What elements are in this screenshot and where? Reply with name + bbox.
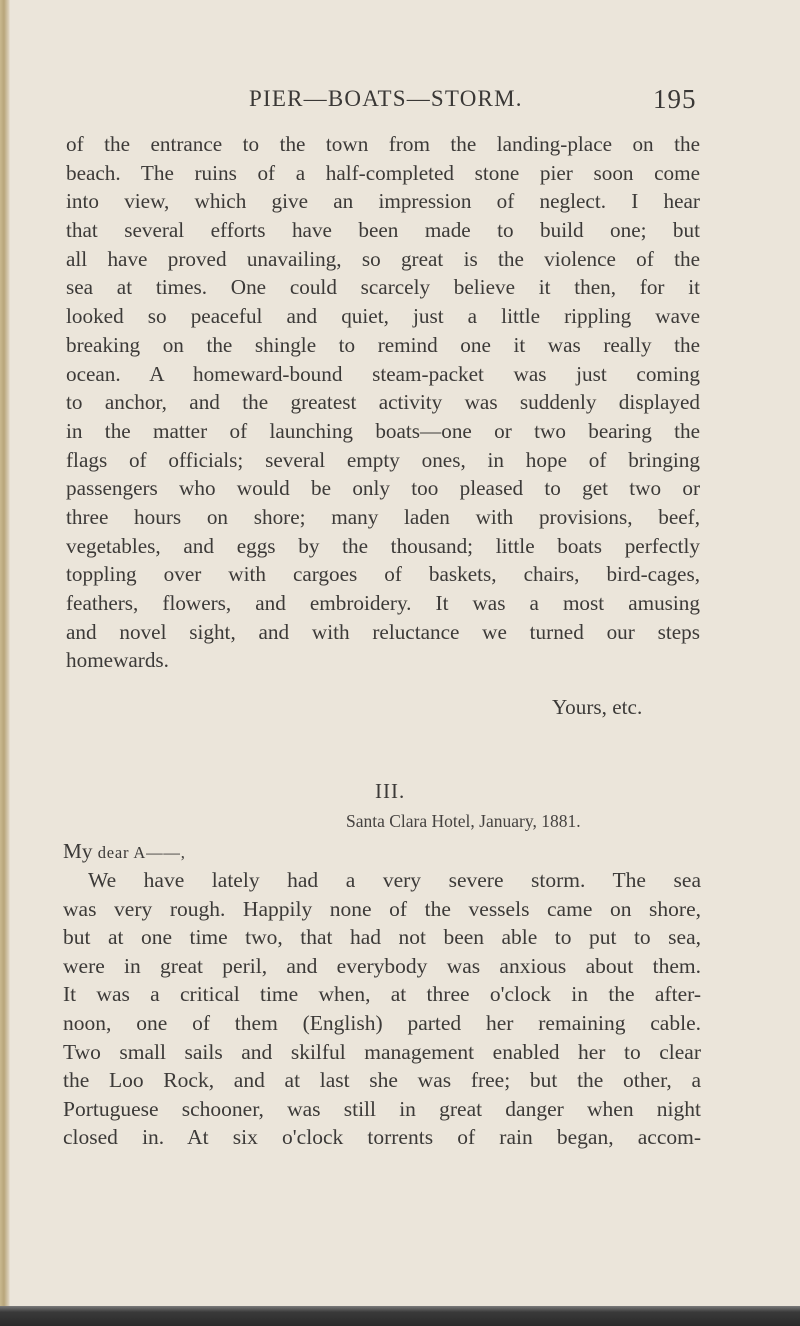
letter-two-body	[66, 130, 700, 675]
text-line: and novel sight, and with reluctance we turned our steps	[66, 619, 700, 644]
letter-three-body	[63, 866, 701, 1152]
text-line: sea at times. One could scarcely believe it then, for it	[66, 275, 700, 300]
letter-salutation	[63, 837, 186, 867]
text-line: It was a critical time when, at three o'clock in the after-	[63, 982, 701, 1007]
page-binding-edge	[0, 0, 10, 1326]
running-head: PIER—BOATS—STORM.	[249, 86, 523, 111]
text-line: looked so peaceful and quiet, just a little rippling wave	[66, 304, 700, 329]
text-line: of the entrance to the town from the landing-place on the	[66, 132, 700, 156]
text-line: passengers who would be only too pleased to get two or	[66, 476, 700, 501]
text-line: noon, one of them (English) parted her remaining cable.	[63, 1010, 701, 1035]
text-line: all have proved unavailing, so great is the violence of the	[66, 246, 700, 271]
text-line: but at one time two, that had not been able to put to sea,	[63, 925, 701, 950]
text-line: ocean. A homeward-bound steam-packet was just coming	[66, 361, 700, 386]
salutation-rest: dear A——,	[97, 843, 186, 862]
text-line: closed in. At six o'clock torrents of rain began, accom-	[63, 1125, 701, 1150]
text-line: that several efforts have been made to build one; but	[66, 218, 700, 243]
text-line: the Loo Rock, and at last she was free; but the other, a	[63, 1068, 701, 1093]
text-line: breaking on the shingle to remind one it was really the	[66, 332, 700, 357]
text-line: beach. The ruins of a half-completed stone pier soon come	[66, 160, 700, 185]
text-line: to anchor, and the greatest activity was suddenly displayed	[66, 390, 700, 415]
letter-dateline: Santa Clara Hotel, January, 1881.	[346, 811, 581, 831]
page-header	[0, 86, 800, 116]
text-line: three hours on shore; many laden with provisions, beef,	[66, 504, 700, 529]
page-bottom-edge	[0, 1306, 800, 1326]
text-line: homewards.	[66, 648, 169, 673]
text-line: Two small sails and skilful management enabled her to clear	[63, 1039, 701, 1064]
text-line: in the matter of launching boats—one or two bearing the	[66, 418, 700, 443]
text-line: were in great peril, and everybody was anxious about them.	[63, 953, 701, 978]
text-line: vegetables, and eggs by the thousand; little boats perfectly	[66, 533, 700, 558]
page-number: 195	[653, 84, 697, 114]
text-line: into view, which give an impression of neglect. I hear	[66, 189, 700, 214]
text-line: was very rough. Happily none of the vessels came on shore,	[63, 896, 701, 921]
text-line: toppling over with cargoes of baskets, chairs, bird-cages,	[66, 562, 700, 587]
section-numeral: III.	[375, 779, 406, 803]
text-line: flags of officials; several empty ones, in hope of bringing	[66, 447, 700, 472]
text-line: feathers, flowers, and embroidery. It was a most amusing	[66, 591, 700, 615]
text-line: We have lately had a very severe storm. The sea	[88, 868, 701, 892]
letter-signoff: Yours, etc.	[552, 695, 643, 719]
salutation-first-word: My	[63, 839, 93, 863]
text-line: Portuguese schooner, was still in great danger when night	[63, 1096, 701, 1121]
